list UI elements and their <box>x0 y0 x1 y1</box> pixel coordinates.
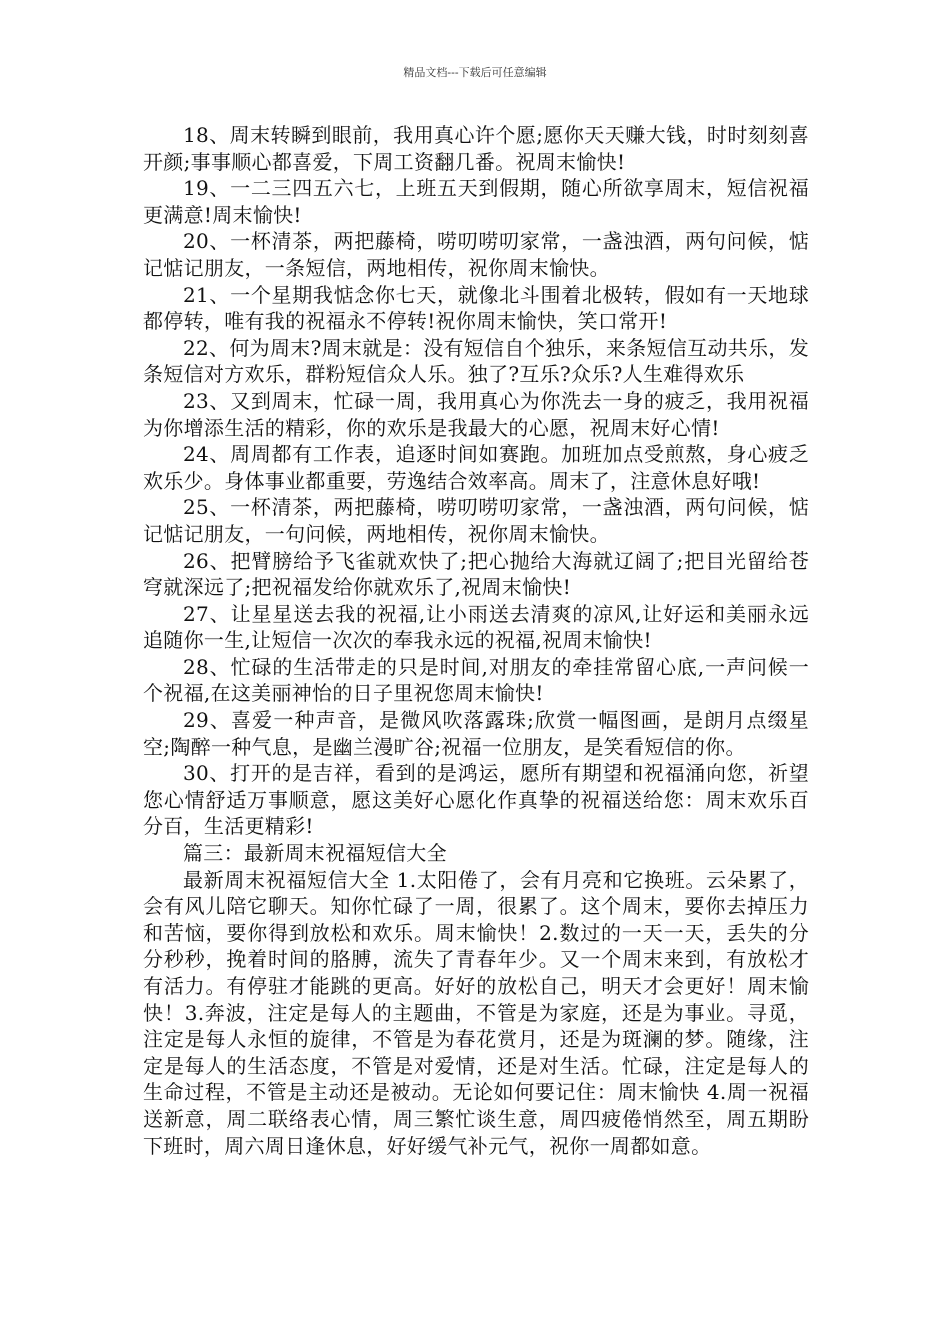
document-body <box>143 122 809 1159</box>
paragraph-22: 22、何为周末?周末就是：没有短信自个独乐，来条短信互动共乐，发条短信对方欢乐，群粉短信众人乐。独了?互乐?众乐?人生难得欢乐 <box>143 335 809 387</box>
paragraph-29: 29、喜爱一种声音，是微风吹落露珠;欣赏一幅图画，是朗月点缀星空;陶醉一种气息，是幽兰漫旷谷;祝福一位朋友，是笑看短信的你。 <box>143 708 809 759</box>
paragraph-20: 20、一杯清茶，两把藤椅，唠叨唠叨家常，一盏浊酒，两句问候，惦记惦记朋友，一条短信，两地相传，祝你周末愉快。 <box>143 229 809 280</box>
paragraph-26: 26、把臂膀给予飞雀就欢快了;把心抛给大海就辽阔了;把目光留给苍穹就深远了;把祝福发给你就欢乐了,祝周末愉快! <box>143 548 809 600</box>
paragraph-30: 30、打开的是吉祥，看到的是鸿运，愿所有期望和祝福涌向您，祈望您心情舒适万事顺意，愿这美好心愿化作真挚的祝福送给您：周末欢乐百分百，生活更精彩! <box>143 761 809 839</box>
section-heading: 篇三：最新周末祝福短信大全 <box>183 841 447 866</box>
paragraph-18: 18、周末转瞬到眼前，我用真心许个愿;愿你天天赚大钱，时时刻刻喜开颜;事事顺心都喜爱，下周工资翻几番。祝周末愉快! <box>143 123 809 174</box>
paragraph-21: 21、一个星期我惦念你七天，就像北斗围着北极转，假如有一天地球都停转，唯有我的祝福永不停转!祝你周末愉快，笑口常开! <box>143 282 809 334</box>
paragraph-27: 27、让星星送去我的祝福,让小雨送去清爽的凉风,让好运和美丽永远追随你一生,让短信一次次的奉我永远的祝福,祝周末愉快! <box>143 601 809 653</box>
paragraph-23: 23、又到周末，忙碌一周，我用真心为你洗去一身的疲乏，我用祝福为你增添生活的精彩，你的欢乐是我最大的心愿，祝周末好心情! <box>143 388 809 440</box>
paragraph-section-body: 最新周末祝福短信大全 1.太阳倦了，会有月亮和它换班。云朵累了，会有风儿陪它聊天。知你忙碌了一周，很累了。这个周末，要你去掉压力和苦恼，要你得到放松和欢乐。周末愉快！2.数过的一天一天，丢失的分分秒秒，挽着时间的胳膊，流失了青春年少。又一个周末来到，有放松才有活力。有停驻才能跳的更高。好好的放松自己，明天才会更好！周末愉快！3.奔波，注定是每人的主题曲，不管是为家庭，还是为事业。寻觅，注定是每人永恒的旋律，不管是为春花赏月，还是为斑澜的梦。随缘，注定是每人的生活态度，不管是对爱情，还是对生活。忙碌，注定是每人的生命过程，不管是主动还是被动。无论如何要记住：周末愉快 4.周一祝福送新意，周二联络表心情，周三繁忙谈生意，周四疲倦悄然至，周五期盼下班时，周六周日逢休息，好好缓气补元气，祝你一周都如意。 <box>143 867 809 1158</box>
paragraph-24: 24、周周都有工作表，追逐时间如赛跑。加班加点受煎熬，身心疲乏欢乐少。身体事业都重要，劳逸结合效率高。周末了，注意休息好哦! <box>143 442 809 493</box>
paragraph-19: 19、一二三四五六七，上班五天到假期，随心所欲享周末，短信祝福更满意!周末愉快! <box>143 176 809 227</box>
paragraph-28: 28、忙碌的生活带走的只是时间,对朋友的牵挂常留心底,一声问候一个祝福,在这美丽神怡的日子里祝您周末愉快! <box>143 654 809 706</box>
paragraph-25: 25、一杯清茶，两把藤椅，唠叨唠叨家常，一盏浊酒，两句问候，惦记惦记朋友，一句问候，两地相传，祝你周末愉快。 <box>143 495 809 546</box>
page-header: 精品文档---下载后可任意编辑 <box>403 66 547 79</box>
